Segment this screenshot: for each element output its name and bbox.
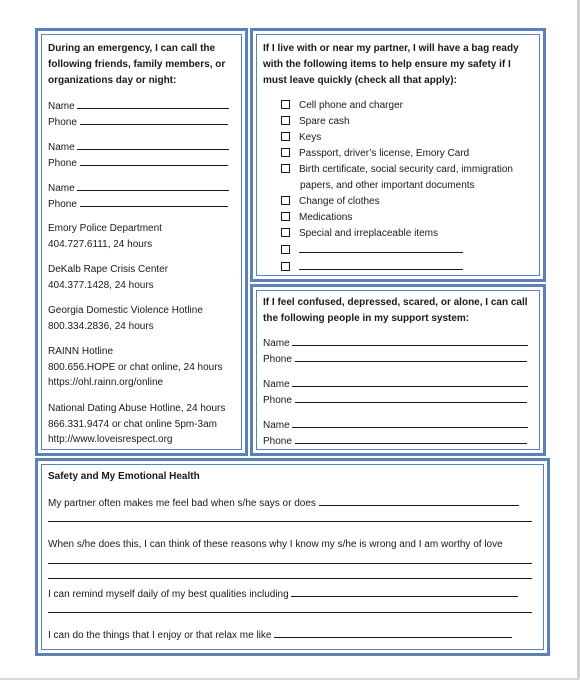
emergency-name-row-3[interactable]	[48, 180, 229, 197]
emergency-heading: During an emergency, I can call the following friends, family members, or organizations day or night:	[48, 43, 226, 86]
phone-label: Phone	[263, 395, 292, 406]
emergency-name-row-2[interactable]	[48, 139, 229, 156]
checklist-item-continuation: papers, and other important documents	[300, 180, 475, 191]
blank-line[interactable]	[48, 611, 532, 613]
contact-emory-police	[48, 221, 162, 252]
checklist-item[interactable]: Cell phone and charger	[281, 98, 513, 114]
blank-line[interactable]	[48, 520, 532, 522]
support-phone-row-3[interactable]	[263, 433, 527, 450]
checkbox[interactable]	[281, 212, 290, 221]
phone-label: Phone	[48, 158, 77, 169]
blank-line[interactable]	[291, 586, 518, 597]
name-label: Name	[263, 338, 290, 349]
checklist-item[interactable]: Special and irreplaceable items	[281, 226, 513, 242]
checklist-item[interactable]: Change of clothes	[281, 194, 513, 210]
checklist-item[interactable]: Spare cash	[281, 114, 513, 130]
emotional-heading: Safety and My Emotional Health	[48, 471, 200, 482]
support-system-box	[250, 284, 546, 456]
emergency-name-row-1[interactable]	[48, 98, 229, 115]
checklist-item[interactable]: Medications	[281, 210, 513, 226]
contact-name: National Dating Abuse Hotline, 24 hours	[48, 403, 226, 414]
checkbox[interactable]	[281, 262, 290, 271]
phone-label: Phone	[263, 354, 292, 365]
emergency-phone-row-3[interactable]	[48, 196, 228, 213]
blank-line[interactable]	[48, 562, 532, 564]
blank-line[interactable]	[299, 242, 463, 253]
checkbox[interactable]	[281, 132, 290, 141]
contact-dating-abuse-hotline	[48, 401, 225, 448]
contact-rainn-hotline	[48, 344, 223, 391]
prompt-2: When s/he does this, I can think of these reasons why I know my s/he is wrong and I am worthy of love	[48, 539, 503, 550]
contact-georgia-dv-hotline	[48, 303, 203, 334]
contact-link[interactable]: http://www.loveisrespect.org	[48, 434, 173, 445]
contact-name: RAINN Hotline	[48, 346, 114, 357]
prompt-3[interactable]: I can remind myself daily of my best qualities including	[48, 586, 518, 603]
phone-label: Phone	[48, 117, 77, 128]
contact-dekalb-rape-crisis	[48, 262, 168, 293]
contact-detail: 800.334.2836, 24 hours	[48, 320, 154, 332]
phone-label: Phone	[48, 199, 77, 210]
contact-name: DeKalb Rape Crisis Center	[48, 264, 169, 275]
emergency-phone-row-1[interactable]	[48, 114, 228, 131]
contact-detail: 404.727.6111, 24 hours	[48, 238, 153, 250]
checkbox[interactable]	[281, 228, 290, 237]
bag-checklist	[281, 98, 513, 276]
name-label: Name	[48, 142, 75, 153]
name-label: Name	[263, 420, 290, 431]
blank-line[interactable]	[299, 259, 463, 270]
blank-line[interactable]	[48, 577, 532, 579]
phone-label: Phone	[263, 436, 292, 447]
support-phone-row-2[interactable]	[263, 392, 527, 409]
support-name-row-2[interactable]	[263, 376, 528, 393]
emergency-phone-row-2[interactable]	[48, 155, 228, 172]
emotional-health-box	[35, 458, 550, 656]
name-label: Name	[263, 379, 290, 390]
checkbox[interactable]	[281, 196, 290, 205]
contact-detail: 866.331.9474 or chat online 5pm-3am	[48, 418, 218, 430]
contact-detail: 404.377.1428, 24 hours	[48, 279, 154, 291]
name-label: Name	[48, 101, 75, 112]
contact-name: Emory Police Department	[48, 223, 162, 234]
checkbox[interactable]	[281, 100, 290, 109]
support-heading: If I feel confused, depressed, scared, or alone, I can call the following people in my support system:	[263, 297, 528, 324]
checklist-item-blank[interactable]	[281, 242, 513, 259]
checkbox[interactable]	[281, 164, 290, 173]
support-name-row-3[interactable]	[263, 417, 528, 434]
support-phone-row-1[interactable]	[263, 351, 527, 368]
blank-line[interactable]	[274, 627, 512, 638]
bag-heading: If I live with or near my partner, I will have a bag ready with the following items to help ensure my safety if I must leave quickly (check all that apply):	[263, 43, 519, 86]
contact-link[interactable]: https://ohl.rainn.org/online	[48, 377, 164, 388]
contact-name: Georgia Domestic Violence Hotline	[48, 305, 203, 316]
prompt-1[interactable]: My partner often makes me feel bad when s/he says or does	[48, 495, 519, 512]
bag-checklist-box	[250, 28, 546, 282]
emergency-contacts-box	[35, 28, 248, 456]
checklist-item[interactable]: Birth certificate, social security card, immigration	[281, 162, 513, 178]
prompt-4[interactable]: I can do the things that I enjoy or that relax me like	[48, 627, 512, 644]
contact-detail: 800.656.HOPE or chat online, 24 hours	[48, 361, 223, 373]
support-name-row-1[interactable]	[263, 335, 528, 352]
checklist-item[interactable]: Keys	[281, 130, 513, 146]
checklist-item-blank[interactable]	[281, 259, 513, 276]
blank-line[interactable]	[319, 495, 519, 506]
checkbox[interactable]	[281, 116, 290, 125]
checkbox[interactable]	[281, 148, 290, 157]
checklist-item[interactable]: Passport, driver’s license, Emory Card	[281, 146, 513, 162]
checkbox[interactable]	[281, 245, 290, 254]
name-label: Name	[48, 183, 75, 194]
